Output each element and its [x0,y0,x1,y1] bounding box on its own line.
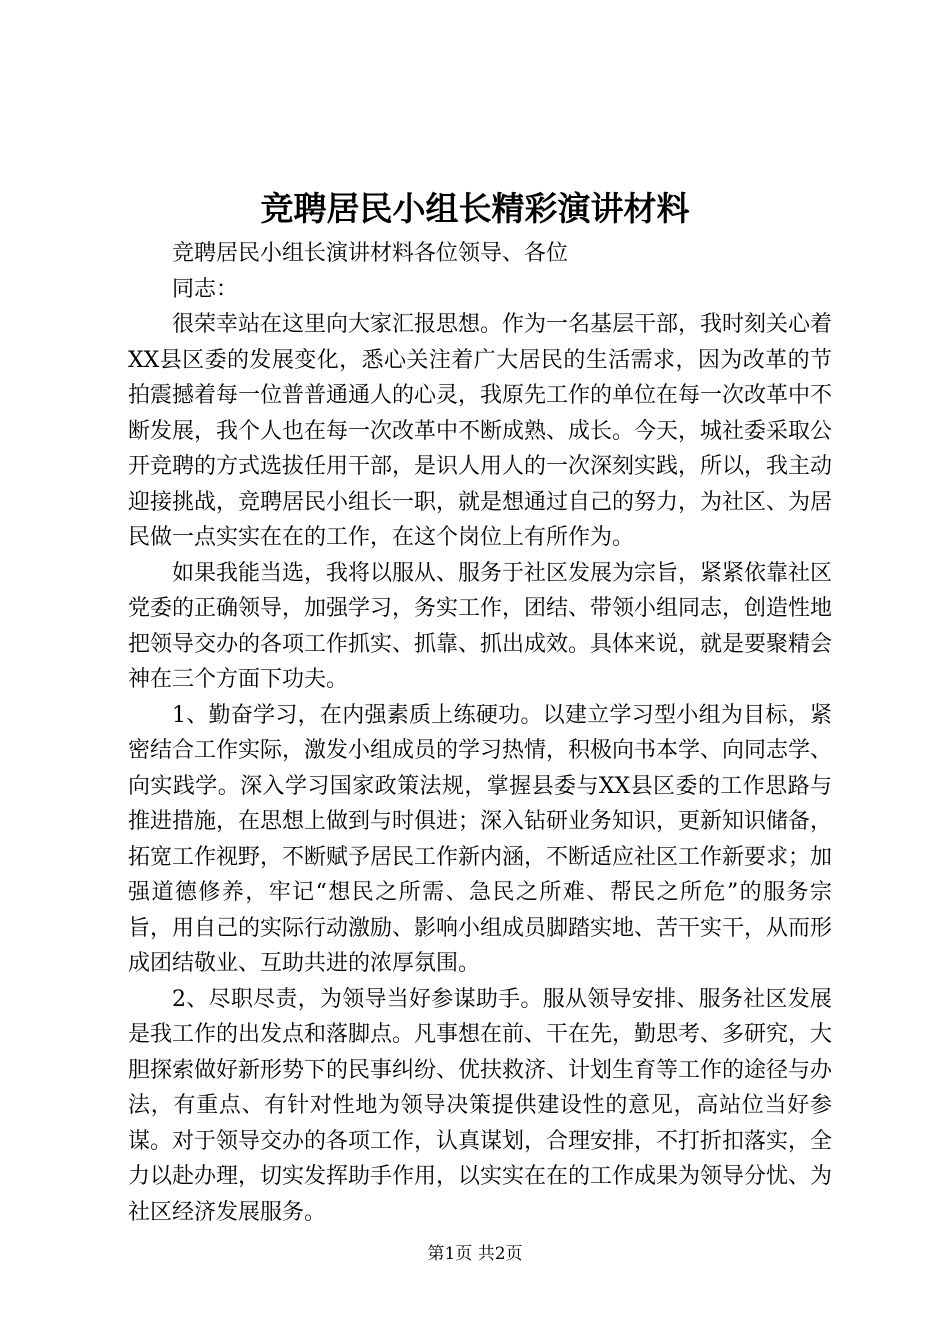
document-body [128,236,832,1230]
salutation-line-1: 竞聘居民小组长演讲材料各位领导、各位 [172,241,569,266]
body-paragraph-point-1: 1、勤奋学习，在内强素质上练硬功。以建立学习型小组为目标，紧密结合工作实际，激发小组成员的学习热情，积极向书本学、向同志学、向实践学。深入学习国家政策法规，掌握县委与XX县区委的工作思路与推进措施，在思想上做到与时俱进；深入钻研业务知识，更新知识储备，拓宽工作视野，不断赋予居民工作新内涵，不断适应社区工作新要求；加强道德修养，牢记“想民之所需、急民之所难、帮民之所危”的服务宗旨，用自己的实际行动激励、影响小组成员脚踏实地、苦干实干，从而形成团结敬业、互助共进的浓厚氛围。 [128,702,833,976]
salutation-line-2: 同志： [172,276,239,302]
document-title: 竞聘居民小组长精彩演讲材料 [260,189,690,228]
body-paragraph-pledge: 如果我能当选，我将以服从、服务于社区发展为宗旨，紧紧依靠社区党委的正确领导，加强学习，务实工作，团结、带领小组同志，创造性地把领导交办的各项工作抓实、抓靠、抓出成效。具体来说，就是要聚精会神在三个方面下功夫。 [128,560,833,692]
body-paragraph-intro: 很荣幸站在这里向大家汇报思想。作为一名基层干部，我时刻关心着XX县区委的发展变化，悉心关注着广大居民的生活需求，因为改革的节拍震撼着每一位普普通通人的心灵，我原先工作的单位在每一次改革中不断发展，我个人也在每一次改革中不断成熟、成长。今天，城社委采取公开竞聘的方式选拔任用干部，是识人用人的一次深刻实践，所以，我主动迎接挑战，竞聘居民小组长一职，就是想通过自己的努力，为社区、为居民做一点实实在在的工作，在这个岗位上有所作为。 [128,312,833,550]
body-paragraph-point-2: 2、尽职尽责，为领导当好参谋助手。服从领导安排、服务社区发展是我工作的出发点和落脚点。凡事想在前、干在先，勤思考、多研究，大胆探索做好新形势下的民事纠纷、优扶救济、计划生育等工作的途径与办法，有重点、有针对性地为领导决策提供建设性的意见，高站位当好参谋。对于领导交办的各项工作，认真谋划，合理安排，不打折扣落实，全力以赴办理，切实发挥助手作用，以实实在在的工作成果为领导分忧、为社区经济发展服务。 [128,986,833,1225]
page-number-footer: 第1页 共2页 [427,1244,523,1264]
